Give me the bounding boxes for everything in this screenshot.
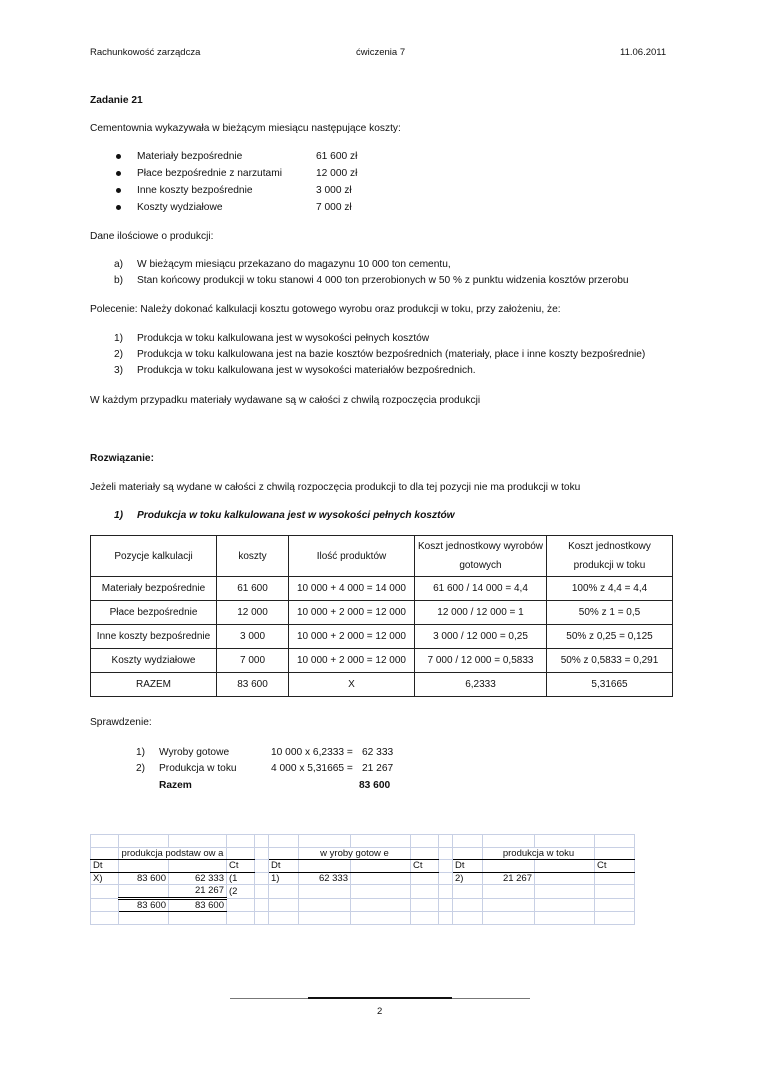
task-command: Polecenie: Należy dokonać kalkulacji kosztu gotowego wyrobu oraz produkcji w toku, przy założeniu, że:	[90, 304, 561, 315]
table-header-row	[91, 536, 673, 577]
column-header: koszty	[217, 536, 289, 577]
entry-marker: (1	[227, 872, 255, 885]
check-calc: 10 000 x 6,2333 =	[271, 747, 353, 758]
cost-value: 12 000 zł	[316, 168, 358, 179]
table-cell: 7 000	[217, 649, 289, 673]
bullet-icon	[116, 154, 121, 159]
table-cell: 6,2333	[415, 673, 547, 697]
accounts-total-row	[91, 898, 635, 912]
solution-title: Rozwiązanie:	[90, 453, 154, 464]
entry-total: 83 600	[119, 898, 169, 912]
table-cell: 3 000 / 12 000 = 0,25	[415, 625, 547, 649]
footer-rule-accent	[308, 997, 452, 999]
list-marker: 1)	[114, 333, 124, 344]
cost-name: Płace bezpośrednie z narzutami	[137, 168, 282, 179]
table-row	[91, 601, 673, 625]
table-cell: 12 000 / 12 000 = 1	[415, 601, 547, 625]
table-cell: 12 000	[217, 601, 289, 625]
credit-label: Ct	[411, 860, 439, 873]
entry-value: 21 267	[169, 885, 227, 899]
section-title: Produkcja w toku kalkulowana jest w wysokości pełnych kosztów	[137, 510, 455, 521]
header-center: ćwiczenia 7	[356, 47, 406, 58]
list-marker: 2)	[136, 763, 146, 774]
account-title-wip: produkcja w toku	[483, 847, 595, 860]
check-title: Sprawdzenie:	[90, 717, 152, 728]
accounts-spacer-row	[91, 835, 635, 848]
table-cell: 50% z 0,5833 = 0,291	[547, 649, 673, 673]
cost-value: 61 600 zł	[316, 151, 358, 162]
table-cell: Inne koszty bezpośrednie	[91, 625, 217, 649]
calculation-table	[90, 535, 673, 697]
check-total-label: Razem	[159, 780, 192, 791]
header-right: 11.06.2011	[620, 47, 667, 58]
table-cell: 100% z 4,4 = 4,4	[547, 577, 673, 601]
cost-name: Koszty wydziałowe	[137, 202, 223, 213]
variant-item: Produkcja w toku kalkulowana jest w wysokości materiałów bezpośrednich.	[137, 365, 476, 376]
accounts-entry-row	[91, 872, 635, 885]
variant-item: Produkcja w toku kalkulowana jest w wysokości pełnych kosztów	[137, 333, 430, 344]
bullet-icon	[116, 188, 121, 193]
table-row	[91, 625, 673, 649]
entry-marker: (2	[227, 885, 255, 899]
bullet-icon	[116, 205, 121, 210]
header-left: Rachunkowość zarządcza	[90, 47, 201, 58]
table-cell: 50% z 0,25 = 0,125	[547, 625, 673, 649]
quantity-intro: Dane ilościowe o produkcji:	[90, 231, 214, 242]
task-intro: Cementownia wykazywała w bieżącym miesiącu następujące koszty:	[90, 123, 401, 134]
check-label: Produkcja w toku	[159, 763, 237, 774]
cost-name: Materiały bezpośrednie	[137, 151, 243, 162]
table-cell: RAZEM	[91, 673, 217, 697]
table-cell: 7 000 / 12 000 = 0,5833	[415, 649, 547, 673]
column-header: Koszt jednostkowy produkcji w toku	[547, 536, 673, 577]
list-marker: 2)	[114, 349, 124, 360]
table-cell: 61 600 / 14 000 = 4,4	[415, 577, 547, 601]
table-total-row	[91, 673, 673, 697]
entry-marker: X)	[91, 872, 119, 885]
table-cell: Płace bezpośrednie	[91, 601, 217, 625]
table-cell: 3 000	[217, 625, 289, 649]
column-header: Pozycje kalkulacji	[91, 536, 217, 577]
credit-label: Ct	[595, 860, 635, 873]
credit-label: Ct	[227, 860, 255, 873]
section-marker: 1)	[114, 510, 124, 521]
table-cell: 10 000 + 2 000 = 12 000	[289, 649, 415, 673]
entry-value: 83 600	[119, 872, 169, 885]
check-result: 21 267	[362, 763, 394, 774]
variant-item: Produkcja w toku kalkulowana jest na bazie kosztów bezpośrednich (materiały, płace i inne koszty bezpośrednie)	[137, 349, 646, 360]
accounts-spacer-row	[91, 912, 635, 925]
account-title-finished: w yroby gotow e	[299, 847, 411, 860]
quantity-item: Stan końcowy produkcji w toku stanowi 4 000 ton przerobionych w 50 % z punktu widzenia kosztów przerobu	[137, 275, 629, 286]
list-marker: b)	[114, 275, 124, 286]
entry-marker: 2)	[453, 872, 483, 885]
cost-name: Inne koszty bezpośrednie	[137, 185, 253, 196]
debit-label: Dt	[269, 860, 299, 873]
entry-value: 21 267	[483, 872, 535, 885]
check-label: Wyroby gotowe	[159, 747, 230, 758]
debit-label: Dt	[91, 860, 119, 873]
list-marker: a)	[114, 259, 124, 270]
table-cell: 10 000 + 2 000 = 12 000	[289, 601, 415, 625]
column-header: Ilość produktów	[289, 536, 415, 577]
table-row	[91, 577, 673, 601]
accounts-dtct-row	[91, 860, 635, 873]
check-total-value: 83 600	[359, 780, 391, 791]
page-number: 2	[377, 1006, 383, 1017]
table-cell: 10 000 + 4 000 = 14 000	[289, 577, 415, 601]
list-marker: 1)	[136, 747, 146, 758]
table-cell: 10 000 + 2 000 = 12 000	[289, 625, 415, 649]
entry-value: 62 333	[299, 872, 351, 885]
table-row	[91, 649, 673, 673]
table-cell: 61 600	[217, 577, 289, 601]
account-title-production: produkcja podstaw ow a	[119, 847, 227, 860]
t-accounts-grid	[90, 834, 635, 925]
quantity-item: W bieżącym miesiącu przekazano do magazynu 10 000 ton cementu,	[137, 259, 451, 270]
bullet-icon	[116, 171, 121, 176]
accounts-title-row	[91, 847, 635, 860]
check-result: 62 333	[362, 747, 394, 758]
debit-label: Dt	[453, 860, 483, 873]
table-cell: 83 600	[217, 673, 289, 697]
entry-value: 62 333	[169, 872, 227, 885]
column-header: Koszt jednostkowy wyrobów gotowych	[415, 536, 547, 577]
cost-value: 7 000 zł	[316, 202, 352, 213]
table-cell: 50% z 1 = 0,5	[547, 601, 673, 625]
table-cell: X	[289, 673, 415, 697]
entry-marker: 1)	[269, 872, 299, 885]
task-title: Zadanie 21	[90, 95, 143, 106]
check-calc: 4 000 x 5,31665 =	[271, 763, 353, 774]
table-cell: 5,31665	[547, 673, 673, 697]
accounts-entry-row	[91, 885, 635, 899]
table-cell: Koszty wydziałowe	[91, 649, 217, 673]
solution-intro: Jeżeli materiały są wydane w całości z chwilą rozpoczęcia produkcji to dla tej pozycji nie ma produkcji w toku	[90, 482, 581, 493]
list-marker: 3)	[114, 365, 124, 376]
table-cell: Materiały bezpośrednie	[91, 577, 217, 601]
task-note: W każdym przypadku materiały wydawane są w całości z chwilą rozpoczęcia produkcji	[90, 395, 481, 406]
entry-total: 83 600	[169, 898, 227, 912]
cost-value: 3 000 zł	[316, 185, 352, 196]
